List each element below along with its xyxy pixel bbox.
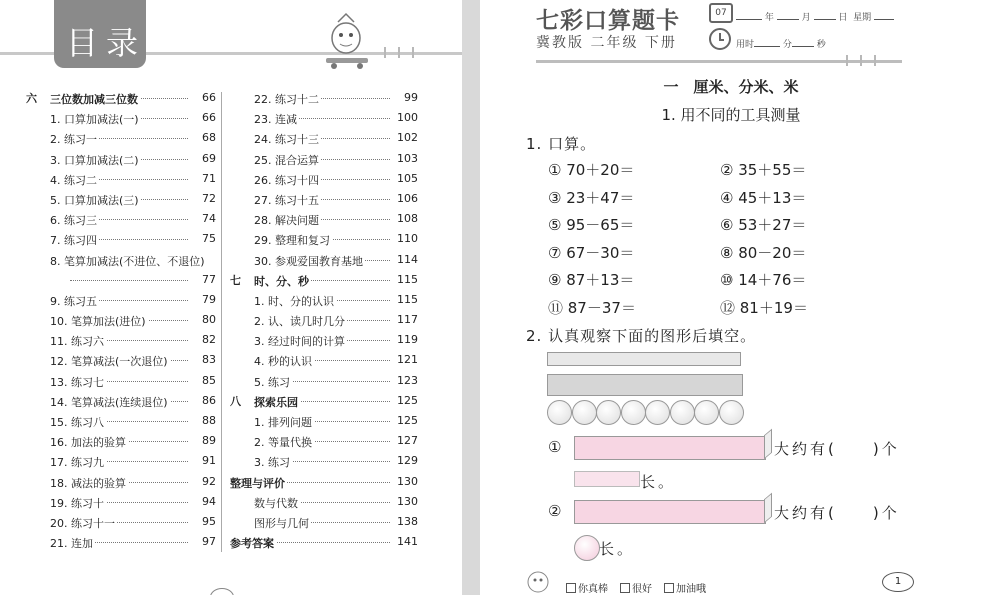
toc-entry-title: 4. 秒的认识 <box>254 355 312 369</box>
toc-entry-title: 数与代数 <box>254 496 298 510</box>
lesson-title: 1. 用不同的工具测量 <box>661 106 801 124</box>
toc-entry-title: 13. 练习七 <box>50 375 104 389</box>
toc-entry-title: 25. 混合运算 <box>254 153 319 167</box>
mascot-footer-icon <box>524 568 554 595</box>
toc-row[interactable] <box>230 451 418 471</box>
toc-page-number: 66 <box>190 111 216 595</box>
toc-row[interactable] <box>26 290 216 310</box>
toc-page-number: 92 <box>190 475 216 595</box>
toc-page-number: 138 <box>392 515 418 595</box>
header-tick <box>860 55 862 66</box>
toc-entry-title: 整理与评价 <box>230 476 285 490</box>
toc-title: 目录 <box>66 24 147 62</box>
toc-row[interactable] <box>26 330 216 350</box>
toc-entry-title: 26. 练习十四 <box>254 173 319 187</box>
toc-page-number: 99 <box>392 91 418 595</box>
mental-math-item: ⑨ 87＋13＝ <box>548 271 635 289</box>
toc-divider <box>221 92 222 552</box>
mental-math-item: ⑦ 67－30＝ <box>548 243 635 262</box>
toc-row[interactable] <box>26 149 216 169</box>
time-fill-line: 用时 分 秒 <box>736 40 826 50</box>
toc-page-number: 66 <box>190 91 216 595</box>
toc-entry-title: 5. 口算加减法(三) <box>50 193 139 207</box>
toc-entry-title: 4. 练习二 <box>50 173 97 187</box>
question-2-1-text: 大约有( )个 <box>774 440 900 458</box>
toc-row[interactable] <box>230 229 418 249</box>
circle-unit-figure <box>694 400 719 425</box>
clock-icon <box>709 28 731 50</box>
toc-page-number: 80 <box>190 313 216 595</box>
toc-section-number: 八 <box>230 394 241 408</box>
mental-math-item: ④ 45＋13＝ <box>720 188 807 207</box>
small-stick-figure <box>574 471 640 487</box>
toc-entry-title: 7. 练习四 <box>50 234 97 248</box>
mental-math-item: ③ 23＋47＝ <box>548 188 635 207</box>
toc-row[interactable] <box>26 492 216 512</box>
toc-entry-title: 图形与几何 <box>254 516 309 530</box>
header-rule <box>0 52 58 55</box>
mental-math-item: ① 70＋20＝ <box>548 161 635 179</box>
toc-row[interactable] <box>230 350 418 370</box>
circle-unit-figure <box>719 400 744 425</box>
toc-page-number: 125 <box>392 414 418 595</box>
toc-page-number: 114 <box>392 253 418 595</box>
toc-row[interactable] <box>230 310 418 330</box>
toc-entry-title: 14. 笔算减法(连续退位) <box>50 395 168 409</box>
toc-page-number: 94 <box>190 495 216 595</box>
toc-entry-title: 1. 排列问题 <box>254 416 312 429</box>
toc-page-number: 83 <box>190 353 216 595</box>
toc-row[interactable] <box>230 411 418 431</box>
toc-page-number: 71 <box>190 172 216 595</box>
toc-entry-title: 1. 口算加减法(一) <box>50 113 139 127</box>
toc-page-number: 74 <box>190 212 216 595</box>
toc-row[interactable] <box>230 209 418 229</box>
short-sticks-figure <box>547 352 741 366</box>
toc-entry-title: 20. 练习十一 <box>50 516 115 530</box>
toc-row[interactable] <box>230 108 418 128</box>
toc-page-number: 117 <box>392 313 418 595</box>
pink-bar-figure <box>574 436 766 460</box>
page-number: 1 <box>882 572 914 592</box>
toc-entry-title: 2. 等量代换 <box>254 436 312 450</box>
toc-entry-title: 16. 加法的验算 <box>50 436 126 450</box>
mental-math-item: ⑥ 53＋27＝ <box>720 216 807 234</box>
toc-page-number: 115 <box>392 293 418 595</box>
toc-row[interactable] <box>26 108 216 128</box>
toc-row[interactable] <box>230 330 418 350</box>
circle-unit-figure <box>572 400 597 425</box>
calendar-icon: 07 <box>709 3 733 23</box>
mental-math-item: ⑧ 80－20＝ <box>720 243 807 262</box>
toc-page-number: 110 <box>392 232 418 595</box>
rating-option-great[interactable]: 你真棒 <box>566 580 608 595</box>
toc-row[interactable] <box>26 451 216 471</box>
question-2-2-marker: ② <box>548 502 565 520</box>
toc-entry-title: 3. 经过时间的计算 <box>254 335 345 349</box>
toc-page-number: 95 <box>190 515 216 595</box>
toc-row[interactable] <box>230 270 418 290</box>
long-bar-figure <box>547 374 743 396</box>
toc-row[interactable] <box>26 411 216 431</box>
toc-page-number: 103 <box>392 152 418 595</box>
checkbox-icon <box>620 583 630 593</box>
toc-row[interactable] <box>26 532 216 552</box>
toc-row[interactable] <box>26 350 216 370</box>
date-fill-line: 年 月 日 星期 <box>736 10 894 23</box>
mental-math-item: ⑤ 95－65＝ <box>548 216 635 234</box>
toc-page-number: 89 <box>190 434 216 595</box>
toc-entry-title: 12. 笔算减法(一次退位) <box>50 355 168 369</box>
toc-row[interactable] <box>26 209 216 229</box>
checkbox-icon <box>566 583 576 593</box>
toc-page-number: 141 <box>392 535 418 595</box>
toc-row[interactable] <box>26 270 216 290</box>
toc-section-number: 六 <box>26 92 37 106</box>
toc-page-number: 79 <box>190 293 216 595</box>
toc-row[interactable] <box>230 371 418 391</box>
toc-row[interactable] <box>26 512 216 532</box>
question-2-heading: 2. 认真观察下面的图形后填空。 <box>526 327 757 345</box>
circle-unit-figure <box>547 400 572 425</box>
toc-page-number: 123 <box>392 374 418 595</box>
header-rule <box>146 52 462 55</box>
toc-page-number: 106 <box>392 192 418 595</box>
toc-entry-title: 2. 认、读几时几分 <box>254 315 345 329</box>
toc-row[interactable] <box>26 88 216 108</box>
toc-page-number: 102 <box>392 131 418 595</box>
toc-column-left <box>26 88 216 552</box>
toc-row[interactable] <box>26 250 216 270</box>
toc-entry-title: 29. 整理和复习 <box>254 234 330 248</box>
toc-entry-title: 19. 练习十 <box>50 496 104 510</box>
toc-row[interactable] <box>230 169 418 189</box>
toc-page-number: 68 <box>190 131 216 595</box>
circle-unit-figure <box>670 400 695 425</box>
toc-page-number: 85 <box>190 374 216 595</box>
toc-row[interactable] <box>26 472 216 492</box>
toc-section-number: 七 <box>230 273 241 287</box>
toc-row[interactable] <box>26 169 216 189</box>
toc-row[interactable] <box>230 431 418 451</box>
toc-page-number: 127 <box>392 434 418 595</box>
pink-circle-figure <box>574 535 600 561</box>
toc-row[interactable] <box>26 189 216 209</box>
toc-row[interactable] <box>230 189 418 209</box>
toc-page-number: 105 <box>392 172 418 595</box>
right-page <box>480 0 982 595</box>
toc-column-right <box>230 88 418 552</box>
toc-entry-title: 三位数加减三位数 <box>50 93 138 106</box>
toc-entry-title: 23. 连减 <box>254 113 297 127</box>
toc-row[interactable] <box>230 391 418 411</box>
toc-entry-title: 30. 参观爱国教育基地 <box>254 254 363 268</box>
book-logo: 七彩口算题卡 <box>536 8 680 34</box>
toc-page-number: 115 <box>392 273 418 595</box>
toc-entry-title: 10. 笔算加法(进位) <box>50 315 146 329</box>
toc-page-number: 72 <box>190 192 216 595</box>
toc-row[interactable] <box>26 229 216 249</box>
toc-leader-dots <box>70 280 188 281</box>
toc-page-number: 130 <box>392 475 418 595</box>
toc-row[interactable] <box>230 149 418 169</box>
toc-entry-title: 参考答案 <box>230 537 274 551</box>
toc-page-number: 125 <box>392 394 418 595</box>
toc-page-number: 88 <box>190 414 216 595</box>
toc-row[interactable] <box>230 88 418 108</box>
toc-entry-title: 28. 解决问题 <box>254 214 319 228</box>
toc-page-number: 86 <box>190 394 216 595</box>
toc-entry-title: 8. 笔算加减法(不进位、不退位) <box>50 254 205 268</box>
toc-entry-title: 6. 练习三 <box>50 214 97 228</box>
toc-entry-title: 22. 练习十二 <box>254 93 319 106</box>
checkbox-icon <box>664 583 674 593</box>
toc-page-number: 77 <box>190 273 216 595</box>
circle-unit-figure <box>621 400 646 425</box>
toc-page-number: 100 <box>392 111 418 595</box>
toc-entry-title: 1. 时、分的认识 <box>254 294 334 308</box>
toc-page-number: 108 <box>392 212 418 595</box>
toc-row[interactable] <box>26 431 216 451</box>
toc-page-number: 121 <box>392 353 418 595</box>
toc-page-number: 91 <box>190 454 216 595</box>
toc-page-number: 75 <box>190 232 216 595</box>
header-tick <box>846 55 848 66</box>
toc-page-number: 129 <box>392 454 418 595</box>
toc-entry-title: 21. 连加 <box>50 537 93 551</box>
toc-entry-title: 24. 练习十三 <box>254 133 319 147</box>
toc-entry-title: 时、分、秒 <box>254 274 309 288</box>
toc-row[interactable] <box>230 472 418 492</box>
left-page <box>0 0 462 595</box>
toc-row[interactable] <box>230 250 418 270</box>
toc-entry-title: 15. 练习八 <box>50 416 104 429</box>
question-2-2-tail: 长。 <box>599 540 636 558</box>
header-tick <box>384 47 386 58</box>
mental-math-item: ⑫ 81＋19＝ <box>720 298 808 317</box>
toc-entry-title: 3. 练习 <box>254 456 290 470</box>
mental-math-item: ⑩ 14＋76＝ <box>720 271 807 289</box>
question-2-1-marker: ① <box>548 438 565 456</box>
mental-math-item: ⑪ 87－37＝ <box>548 298 636 317</box>
toc-row[interactable] <box>26 310 216 330</box>
header-tick <box>398 47 400 58</box>
circle-unit-figure <box>645 400 670 425</box>
toc-page-number: 119 <box>392 333 418 595</box>
question-1-heading: 1. 口算。 <box>526 135 597 153</box>
toc-entry-title: 11. 练习六 <box>50 335 104 349</box>
toc-page-number: 69 <box>190 152 216 595</box>
toc-row[interactable] <box>230 512 418 532</box>
unit-title: 一 厘米、分米、米 <box>663 78 799 96</box>
rating-option-try-harder[interactable]: 加油哦 <box>664 580 706 595</box>
toc-row[interactable] <box>26 128 216 148</box>
header-tick <box>412 47 414 58</box>
toc-row[interactable] <box>26 391 216 411</box>
toc-row[interactable] <box>230 128 418 148</box>
book-edition: 冀教版 二年级 下册 <box>536 35 677 51</box>
circle-unit-figure <box>596 400 621 425</box>
toc-entry-title: 27. 练习十五 <box>254 193 319 207</box>
toc-entry-title: 5. 练习 <box>254 375 290 389</box>
pink-bar-figure <box>574 500 766 524</box>
toc-row[interactable] <box>230 532 418 552</box>
toc-entry-title: 2. 练习一 <box>50 133 97 147</box>
toc-row[interactable] <box>230 492 418 512</box>
toc-entry-title: 3. 口算加减法(二) <box>50 153 139 167</box>
mental-math-item: ② 35＋55＝ <box>720 161 807 179</box>
rating-option-good[interactable]: 很好 <box>620 580 652 595</box>
toc-entry-title: 探索乐园 <box>254 395 298 409</box>
toc-entry-title: 9. 练习五 <box>50 294 97 308</box>
header-tick <box>874 55 876 66</box>
question-2-1-tail: 长。 <box>640 473 677 491</box>
left-page-number-badge <box>210 588 234 595</box>
question-2-2-text: 大约有( )个 <box>774 504 900 522</box>
toc-title-tab <box>54 0 146 68</box>
toc-row[interactable] <box>230 290 418 310</box>
mascot-skateboard-icon <box>320 8 376 70</box>
toc-entry-title: 17. 练习九 <box>50 456 104 470</box>
toc-row[interactable] <box>26 371 216 391</box>
toc-page-number: 97 <box>190 535 216 595</box>
toc-page-number: 82 <box>190 333 216 595</box>
toc-page-number: 130 <box>392 495 418 595</box>
toc-entry-title: 18. 减法的验算 <box>50 476 126 490</box>
